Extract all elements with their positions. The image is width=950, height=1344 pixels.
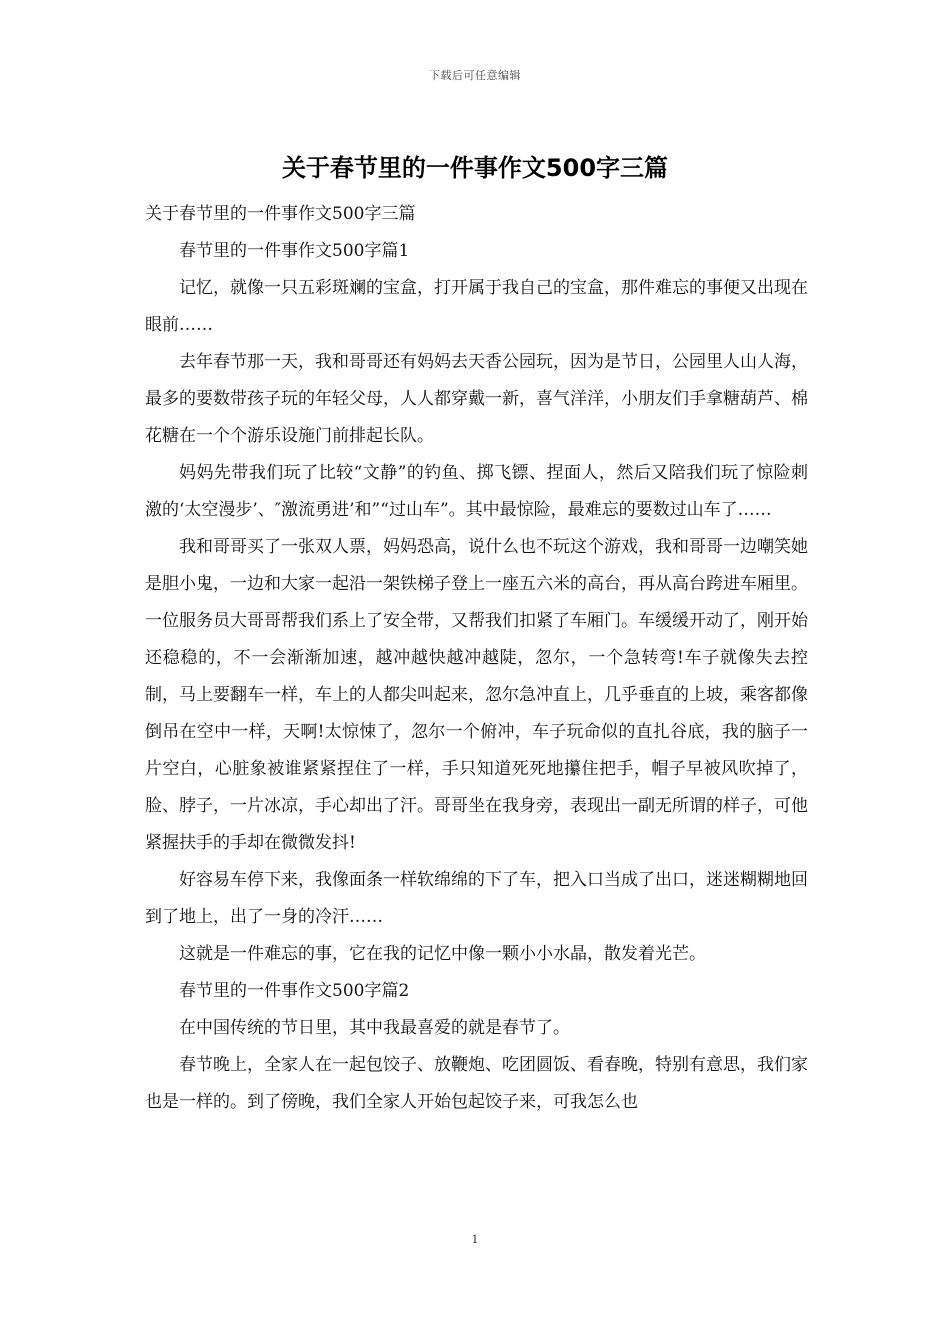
paragraph: 春节晚上，全家人在一起包饺子、放鞭炮、吃团圆饭、看春晚，特别有意思，我们家也是一样的。到了傍晚，我们全家人开始包起饺子来，可我怎么也: [145, 1055, 808, 1112]
page-number: 1: [471, 1233, 479, 1246]
paragraph: 去年春节那一天，我和哥哥还有妈妈去天香公园玩，因为是节日，公园里人山人海，最多的要数带孩子玩的年轻父母，人人都穿戴一新，喜气洋洋，小朋友们手拿糖葫芦、棉花糖在一个个游乐设施门前排起长队。: [145, 352, 808, 446]
paragraph: 在中国传统的节日里，其中我最喜爱的就是春节了。: [179, 1018, 570, 1038]
section-heading-1: 春节里的一件事作文500字篇1: [179, 241, 410, 261]
section-heading-2: 春节里的一件事作文500字篇2: [179, 981, 410, 1001]
paragraph: 好容易车停下来，我像面条一样软绵绵的下了车，把入口当成了出口，迷迷糊糊地回到了地上，出了一身的冷汗……: [145, 870, 808, 927]
document-title: 关于春节里的一件事作文500字三篇: [281, 154, 669, 182]
paragraph: 我和哥哥买了一张双人票，妈妈恐高，说什么也不玩这个游戏，我和哥哥一边嘲笑她是胆小鬼，一边和大家一起沿一架铁梯子登上一座五六米的高台，再从高台跨进车厢里。一位服务员大哥哥帮我们系上了安全带，又帮我们扣紧了车厢门。车缓缓开动了，刚开始还稳稳的，不一会渐渐加速，越冲越快越冲越陡，忽尔，一个急转弯!车子就像失去控制，马上要翻车一样，车上的人都尖叫起来，忽尔急冲直上，几乎垂直的上坡，乘客都像倒吊在空中一样，天啊!太惊悚了，忽尔一个俯冲，车子玩命似的直扎谷底，我的脑子一片空白，心脏象被谁紧紧捏住了一样，手只知道死死地攥住把手，帽子早被风吹掉了，脸、脖子，一片冰凉，手心却出了汗。哥哥坐在我身旁，表现出一副无所谓的样子，可他紧握扶手的手却在微微发抖!: [145, 537, 808, 853]
paragraph: 妈妈先带我们玩了比较“文静”的钓鱼、掷飞镖、捏面人，然后又陪我们玩了惊险刺激的‘太空漫步’、″激流勇进’和”“过山车”。其中最惊险，最难忘的要数过山车了……: [145, 463, 808, 520]
paragraph: 记忆，就像一只五彩斑斓的宝盒，打开属于我自己的宝盒，那件难忘的事便又出现在眼前……: [145, 278, 808, 335]
paragraph: 这就是一件难忘的事，它在我的记忆中像一颗小小水晶，散发着光芒。: [179, 944, 706, 964]
page-header: 下载后可任意编辑: [429, 69, 521, 82]
paragraph-subtitle: 关于春节里的一件事作文500字三篇: [145, 204, 416, 224]
document-body: [145, 196, 808, 1121]
